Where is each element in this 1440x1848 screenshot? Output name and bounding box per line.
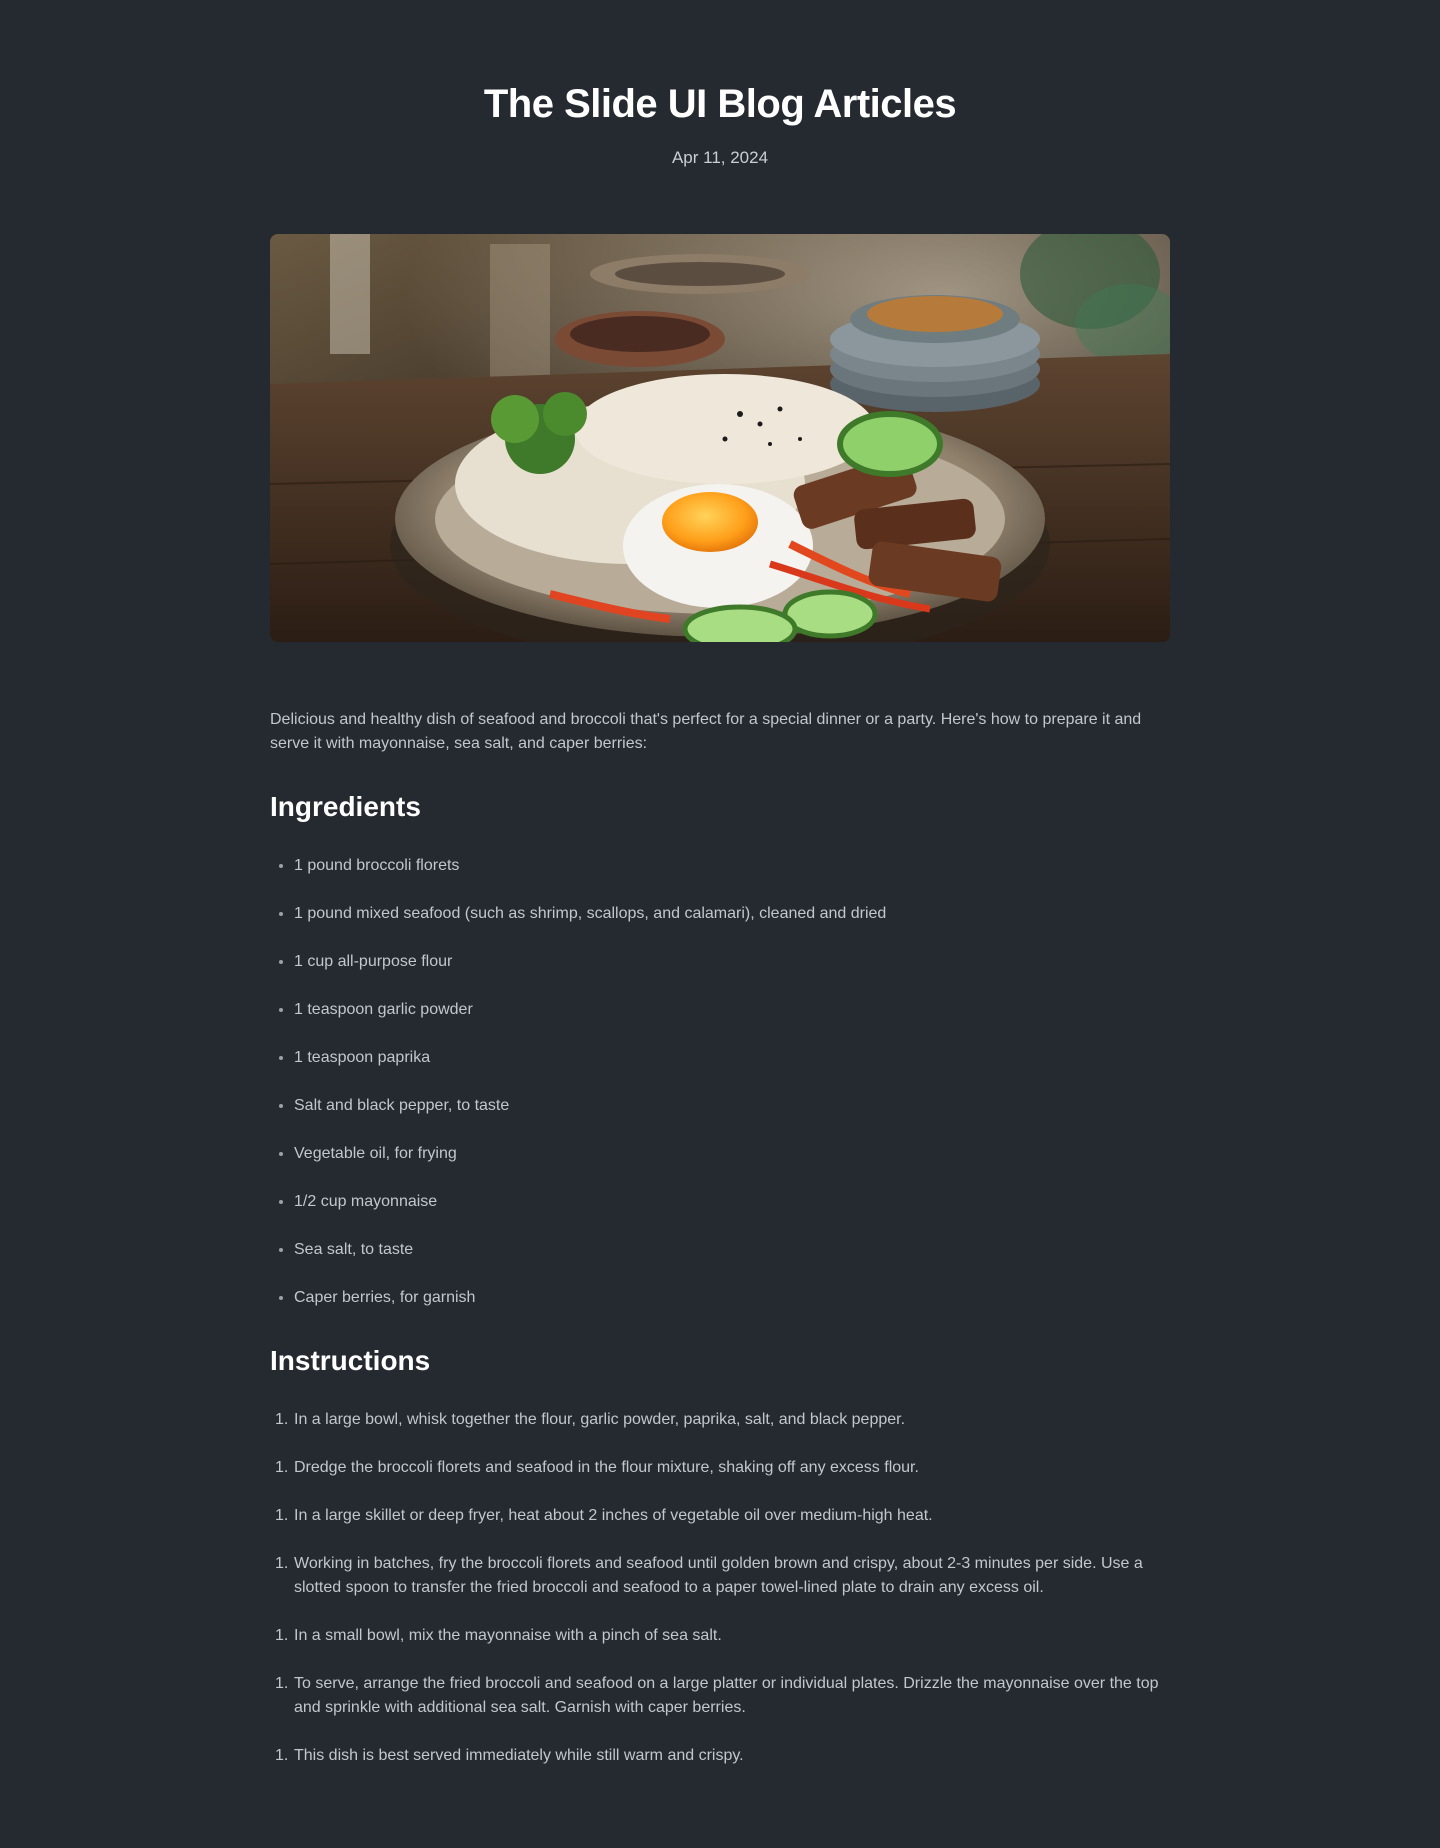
ingredient-item: • 1/2 cup mayonnaise xyxy=(294,1190,1170,1214)
ingredients-list xyxy=(270,854,1170,1310)
hero-image xyxy=(270,234,1170,642)
instruction-step: 1. In a large skillet or deep fryer, heat about 2 inches of vegetable oil over medium-high heat. xyxy=(294,1504,1170,1528)
ingredient-item: • Vegetable oil, for frying xyxy=(294,1142,1170,1166)
instruction-step: 1. In a small bowl, mix the mayonnaise with a pinch of sea salt. xyxy=(294,1624,1170,1648)
ingredient-item: • Salt and black pepper, to taste xyxy=(294,1094,1170,1118)
ingredient-item: • 1 teaspoon garlic powder xyxy=(294,998,1170,1022)
food-plate-photo xyxy=(270,234,1170,642)
article-header xyxy=(270,80,1170,170)
article-page xyxy=(270,0,1170,1768)
instruction-step: 1. In a large bowl, whisk together the flour, garlic powder, paprika, salt, and black pepper. xyxy=(294,1408,1170,1432)
instruction-step: 1. To serve, arrange the fried broccoli and seafood on a large platter or individual plates. Drizzle the mayonnaise over the top and sprinkle with additional sea salt. Garnish with caper berries. xyxy=(294,1672,1170,1720)
ingredient-item: • 1 cup all-purpose flour xyxy=(294,950,1170,974)
ingredient-item: • 1 pound mixed seafood (such as shrimp, scallops, and calamari), cleaned and dried xyxy=(294,902,1170,926)
page-title: The Slide UI Blog Articles xyxy=(483,82,957,126)
ingredient-item: • Caper berries, for garnish xyxy=(294,1286,1170,1310)
publish-date: Apr 11, 2024 xyxy=(671,148,769,167)
instructions-section xyxy=(270,1344,1170,1768)
instructions-list xyxy=(270,1408,1170,1768)
ingredient-item: • 1 pound broccoli florets xyxy=(294,854,1170,878)
article-intro: Delicious and healthy dish of seafood and broccoli that's perfect for a special dinner or a party. Here's how to prepare it and serve it with mayonnaise, sea salt, and caper berries: xyxy=(270,711,1142,752)
instruction-step: 1. Dredge the broccoli florets and seafood in the flour mixture, shaking off any excess flour. xyxy=(294,1456,1170,1480)
instructions-heading: Instructions xyxy=(270,1345,431,1376)
ingredient-item: • Sea salt, to taste xyxy=(294,1238,1170,1262)
instruction-step: 1. This dish is best served immediately while still warm and crispy. xyxy=(294,1744,1170,1768)
ingredient-item: • 1 teaspoon paprika xyxy=(294,1046,1170,1070)
instruction-step: 1. Working in batches, fry the broccoli florets and seafood until golden brown and crispy, about 2-3 minutes per side. Use a slotted spoon to transfer the fried broccoli and seafood to a paper towel-lined plate to drain any excess oil. xyxy=(294,1552,1170,1600)
ingredients-heading: Ingredients xyxy=(270,791,421,822)
